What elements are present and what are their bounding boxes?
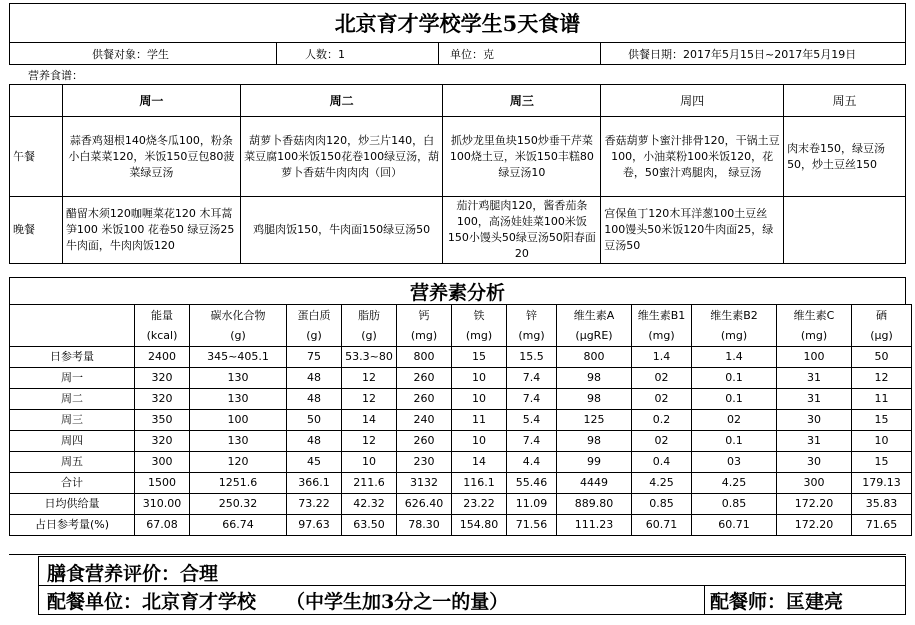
page-title: 北京育才学校学生5天食谱 xyxy=(9,3,906,43)
nutrition-cell: 116.1 xyxy=(452,473,507,494)
nutrition-cell: 1251.6 xyxy=(190,473,287,494)
nutrient-header xyxy=(190,305,287,347)
nutrition-cell: 350 xyxy=(135,410,190,431)
lunch-cell: 蒜香鸡翅根140烧冬瓜100，粉条小白菜菜120，米饭150豆包80菠菜绿豆汤 xyxy=(62,117,240,197)
nutrition-cell: 42.32 xyxy=(342,494,397,515)
nutrition-cell: 240 xyxy=(397,410,452,431)
nutrient-name: 维生素A xyxy=(573,308,615,322)
day-header: 周三 xyxy=(443,85,601,117)
nutrient-unit: (g) xyxy=(306,328,322,342)
nutrition-cell: 1.4 xyxy=(692,347,777,368)
nutrition-cell: 0.1 xyxy=(692,431,777,452)
lunch-cell: 香菇葫萝卜蜜汁排骨120，干锅土豆100，小油菜粉100米饭120，花卷，50蜜汁鸡腿肉， 绿豆汤 xyxy=(601,117,784,197)
nutrition-cell: 71.65 xyxy=(852,515,912,536)
nutrition-cell: 0.4 xyxy=(632,452,692,473)
nutrition-cell: 02 xyxy=(632,431,692,452)
nutrition-cell: 260 xyxy=(397,431,452,452)
nutrition-cell: 30 xyxy=(777,410,852,431)
nutrition-cell: 130 xyxy=(190,431,287,452)
nutrition-cell: 98 xyxy=(557,368,632,389)
nutrition-cell: 310.00 xyxy=(135,494,190,515)
nutrition-cell: 15 xyxy=(852,452,912,473)
nutrition-cell: 12 xyxy=(852,368,912,389)
dinner-cell xyxy=(784,197,906,264)
nutrition-cell: 97.63 xyxy=(287,515,342,536)
nutrition-cell: 300 xyxy=(135,452,190,473)
nutrient-unit: (μgRE) xyxy=(575,328,613,342)
nutrition-cell: 12 xyxy=(342,431,397,452)
nutrition-cell: 55.46 xyxy=(507,473,557,494)
info-row xyxy=(9,42,906,65)
nutrient-unit: (g) xyxy=(230,328,246,342)
nutrition-cell: 800 xyxy=(557,347,632,368)
nutrient-header xyxy=(692,305,777,347)
nutrition-cell: 03 xyxy=(692,452,777,473)
nutrition-cell: 100 xyxy=(190,410,287,431)
row-label: 日均供给量 xyxy=(10,494,135,515)
row-label: 周二 xyxy=(10,389,135,410)
nutrient-name: 钙 xyxy=(418,308,430,322)
nutrition-cell: 111.23 xyxy=(557,515,632,536)
nutrition-cell: 23.22 xyxy=(452,494,507,515)
nutrition-cell: 172.20 xyxy=(777,494,852,515)
nutrition-cell: 366.1 xyxy=(287,473,342,494)
nutrient-header xyxy=(852,305,912,347)
lunch-cell: 肉末卷150，绿豆汤50，炒土豆丝150 xyxy=(784,117,906,197)
nutrition-cell: 66.74 xyxy=(190,515,287,536)
nutrition-cell: 300 xyxy=(777,473,852,494)
row-label: 日参考量 xyxy=(10,347,135,368)
nutrition-cell: 10 xyxy=(452,368,507,389)
nutrition-cell: 15.5 xyxy=(507,347,557,368)
nutrition-row xyxy=(10,452,912,473)
nutrition-cell: 31 xyxy=(777,368,852,389)
dinner-cell: 鸡腿肉饭150，牛肉面150绿豆汤50 xyxy=(240,197,443,264)
nutrition-cell: 320 xyxy=(135,431,190,452)
nutrient-name: 能量 xyxy=(151,308,173,322)
nutrient-header xyxy=(507,305,557,347)
nutrient-header xyxy=(287,305,342,347)
note-text: （中学生加3分之一的量） xyxy=(286,590,509,613)
nutrient-name: 维生素C xyxy=(793,308,835,322)
nutrition-header-row xyxy=(10,305,912,347)
nutrient-unit: (mg) xyxy=(800,328,828,342)
nutrition-cell: 4449 xyxy=(557,473,632,494)
nutrition-cell: 10 xyxy=(452,389,507,410)
nutrition-cell: 10 xyxy=(342,452,397,473)
nutrition-cell: 7.4 xyxy=(507,368,557,389)
menu-section-label: 营养食谱： xyxy=(28,69,83,82)
nutrition-cell: 30 xyxy=(777,452,852,473)
day-header: 周五 xyxy=(784,85,906,117)
nutrient-unit: (kcal) xyxy=(146,328,178,342)
nutrition-cell: 02 xyxy=(632,389,692,410)
nutrition-cell: 02 xyxy=(692,410,777,431)
nutrition-cell: 99 xyxy=(557,452,632,473)
nutrition-cell: 0.85 xyxy=(692,494,777,515)
lunch-cell: 葫萝卜香菇肉肉120，炒三片140，白菜豆腐100米饭150花卷100绿豆汤，葫萝卜香菇牛肉肉肉（回） xyxy=(240,117,443,197)
nutrition-row xyxy=(10,410,912,431)
lunch-cell: 抓炒龙里鱼块150炒垂干芹菜100烧土豆，米饭150丰糕80绿豆汤10 xyxy=(443,117,601,197)
unit-label: 单位：克 xyxy=(450,47,494,61)
nutrition-cell: 0.2 xyxy=(632,410,692,431)
nutrition-cell: 4.25 xyxy=(692,473,777,494)
nutrition-cell: 154.80 xyxy=(452,515,507,536)
nutrition-cell: 15 xyxy=(452,347,507,368)
nutrition-cell: 800 xyxy=(397,347,452,368)
nutrition-cell: 320 xyxy=(135,389,190,410)
nutrition-row xyxy=(10,347,912,368)
nutrient-name: 维生素B2 xyxy=(710,308,758,322)
nutrition-cell: 125 xyxy=(557,410,632,431)
nutrition-cell: 1500 xyxy=(135,473,190,494)
nutrition-cell: 3132 xyxy=(397,473,452,494)
nutrient-header xyxy=(135,305,190,347)
nutrition-corner xyxy=(10,305,135,347)
nutrient-name: 锌 xyxy=(526,308,537,322)
nutrition-cell: 14 xyxy=(452,452,507,473)
nutrition-cell: 53.3~80 xyxy=(342,347,397,368)
nutrient-name: 碳水化合物 xyxy=(210,308,266,322)
nutrition-cell: 67.08 xyxy=(135,515,190,536)
nutrition-cell: 250.32 xyxy=(190,494,287,515)
nutrition-cell: 230 xyxy=(397,452,452,473)
nutrition-cell: 211.6 xyxy=(342,473,397,494)
nutrition-cell: 626.40 xyxy=(397,494,452,515)
nutrition-cell: 78.30 xyxy=(397,515,452,536)
nutrition-cell: 130 xyxy=(190,389,287,410)
nutrition-cell: 63.50 xyxy=(342,515,397,536)
nutrient-unit: (μg) xyxy=(870,328,893,342)
evaluation-text: 膳食营养评价：合理 xyxy=(38,556,906,586)
nutrition-row xyxy=(10,431,912,452)
nutrition-cell: 50 xyxy=(287,410,342,431)
nutrition-row xyxy=(10,515,912,536)
row-label: 周一 xyxy=(10,368,135,389)
nutrition-cell: 5.4 xyxy=(507,410,557,431)
row-label: 合计 xyxy=(10,473,135,494)
nutrition-cell: 71.56 xyxy=(507,515,557,536)
nutrient-unit: (mg) xyxy=(720,328,748,342)
nutrition-cell: 02 xyxy=(632,368,692,389)
nutrition-cell: 10 xyxy=(452,431,507,452)
row-label: 周三 xyxy=(10,410,135,431)
nutrition-cell: 11 xyxy=(452,410,507,431)
nutrition-cell: 179.13 xyxy=(852,473,912,494)
nutrient-unit: (mg) xyxy=(465,328,493,342)
nutrition-cell: 60.71 xyxy=(692,515,777,536)
dietitian-text: 配餐师：匡建亮 xyxy=(710,591,844,613)
nutrient-unit: (mg) xyxy=(518,328,545,342)
nutrition-cell: 50 xyxy=(852,347,912,368)
row-label: 周四 xyxy=(10,431,135,452)
nutrition-cell: 48 xyxy=(287,389,342,410)
nutrition-title: 营养素分析 xyxy=(9,277,906,305)
nutrition-cell: 0.1 xyxy=(692,389,777,410)
nutrition-cell: 7.4 xyxy=(507,389,557,410)
nutrition-cell: 45 xyxy=(287,452,342,473)
nutrient-header xyxy=(397,305,452,347)
nutrient-name: 铁 xyxy=(473,308,485,322)
nutrition-cell: 4.4 xyxy=(507,452,557,473)
nutrition-cell: 98 xyxy=(557,389,632,410)
nutrient-unit: (mg) xyxy=(410,328,438,342)
nutrition-cell: 48 xyxy=(287,368,342,389)
nutrient-header xyxy=(632,305,692,347)
count-label: 人数：1 xyxy=(305,47,345,61)
nutrition-cell: 130 xyxy=(190,368,287,389)
nutrient-header xyxy=(557,305,632,347)
nutrition-cell: 0.1 xyxy=(692,368,777,389)
nutrition-cell: 100 xyxy=(777,347,852,368)
nutrition-row xyxy=(10,473,912,494)
nutrition-cell: 345~405.1 xyxy=(190,347,287,368)
day-header: 周一 xyxy=(62,85,240,117)
nutrition-cell: 35.83 xyxy=(852,494,912,515)
nutrition-cell: 260 xyxy=(397,368,452,389)
nutrition-cell: 73.22 xyxy=(287,494,342,515)
nutrition-cell: 7.4 xyxy=(507,431,557,452)
menu-corner xyxy=(10,85,63,117)
nutrient-name: 蛋白质 xyxy=(297,308,331,322)
nutrition-cell: 10 xyxy=(852,431,912,452)
nutrition-cell: 75 xyxy=(287,347,342,368)
nutrition-cell: 48 xyxy=(287,431,342,452)
row-label: 周五 xyxy=(10,452,135,473)
dinner-cell: 醋留木须120咖喱菜花120 木耳蒿笋100 米饭100 花卷50 绿豆汤25牛肉面，牛肉肉饭120 xyxy=(62,197,240,264)
nutrition-cell: 14 xyxy=(342,410,397,431)
nutrient-unit: (mg) xyxy=(648,328,675,342)
nutrition-cell: 15 xyxy=(852,410,912,431)
lunch-label: 午餐 xyxy=(10,117,63,197)
dinner-cell: 宫保鱼丁120木耳洋葱100土豆丝100馒头50米饭120牛肉面25，绿豆汤50 xyxy=(601,197,784,264)
nutrition-cell: 31 xyxy=(777,431,852,452)
nutrition-cell: 320 xyxy=(135,368,190,389)
nutrition-cell: 11 xyxy=(852,389,912,410)
nutrition-table xyxy=(9,304,912,536)
nutrient-header xyxy=(342,305,397,347)
nutrition-cell: 12 xyxy=(342,368,397,389)
nutrition-cell: 260 xyxy=(397,389,452,410)
nutrition-cell: 4.25 xyxy=(632,473,692,494)
day-header: 周二 xyxy=(240,85,443,117)
date-label: 供餐日期：2017年5月15日~2017年5月19日 xyxy=(628,47,857,61)
day-header: 周四 xyxy=(601,85,784,117)
nutrition-cell: 60.71 xyxy=(632,515,692,536)
nutrition-cell: 31 xyxy=(777,389,852,410)
row-label: 占日参考量(%) xyxy=(10,515,135,536)
nutrient-name: 脂肪 xyxy=(358,308,380,322)
nutrition-cell: 120 xyxy=(190,452,287,473)
nutrition-cell: 2400 xyxy=(135,347,190,368)
nutrition-cell: 12 xyxy=(342,389,397,410)
nutrition-row xyxy=(10,389,912,410)
nutrient-unit: (g) xyxy=(361,328,377,342)
nutrition-cell: 889.80 xyxy=(557,494,632,515)
nutrition-cell: 98 xyxy=(557,431,632,452)
nutrient-name: 维生素B1 xyxy=(637,308,686,322)
nutrient-header xyxy=(777,305,852,347)
nutrition-row xyxy=(10,494,912,515)
nutrient-name: 硒 xyxy=(876,308,887,322)
menu-table xyxy=(9,84,906,264)
target-label: 供餐对象：学生 xyxy=(92,47,169,61)
nutrition-cell: 172.20 xyxy=(777,515,852,536)
dinner-cell: 茄汁鸡腿肉120，酱香茄条100，高汤娃娃菜100米饭150小馒头50绿豆汤50阳春面20 xyxy=(443,197,601,264)
dinner-label: 晚餐 xyxy=(10,197,63,264)
nutrition-cell: 11.09 xyxy=(507,494,557,515)
nutrition-cell: 0.85 xyxy=(632,494,692,515)
nutrition-row xyxy=(10,368,912,389)
nutrition-cell: 1.4 xyxy=(632,347,692,368)
unit-text: 配餐单位：北京育才学校 xyxy=(47,590,257,613)
nutrient-header xyxy=(452,305,507,347)
